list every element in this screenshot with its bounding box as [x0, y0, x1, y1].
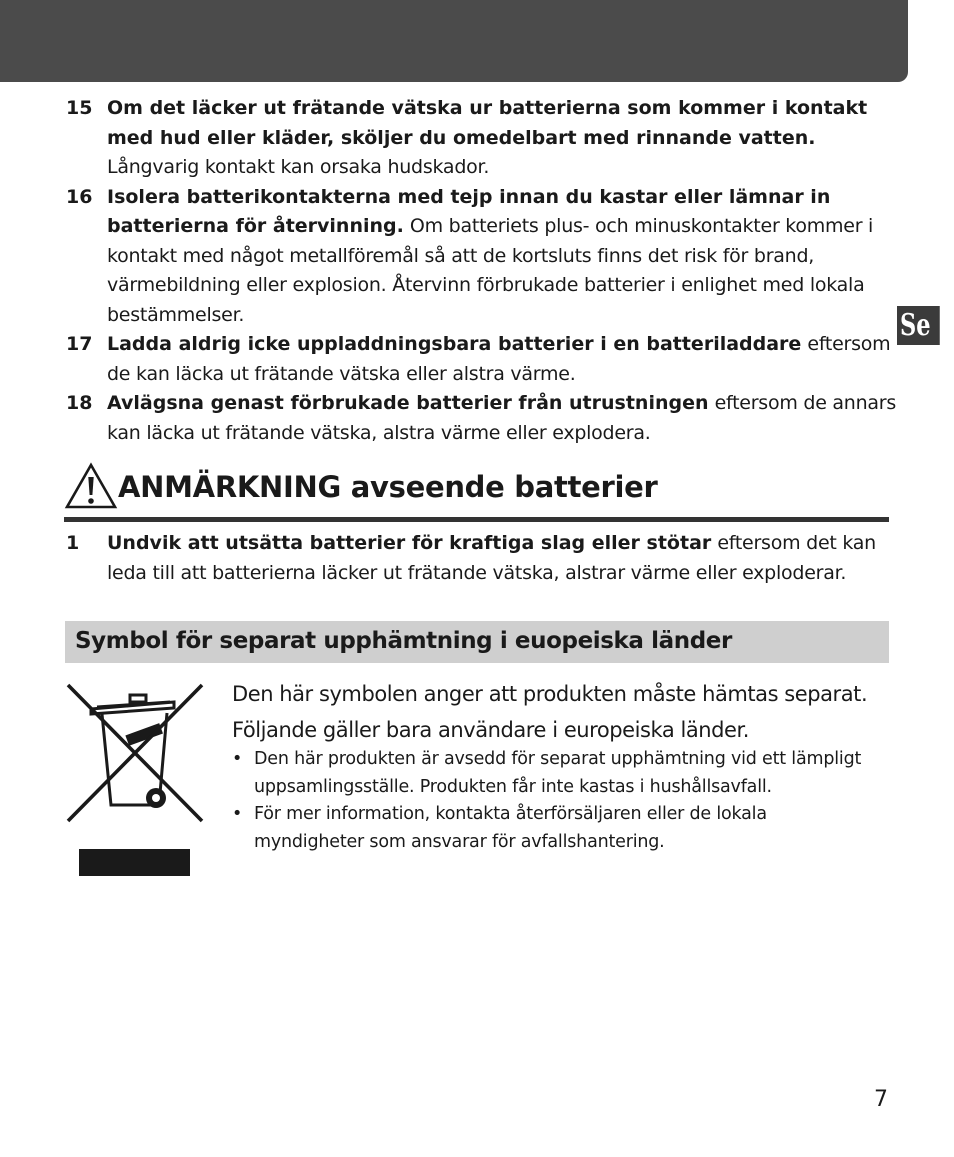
- language-tab: Se: [897, 306, 940, 345]
- precaution-list: [66, 94, 896, 448]
- warning-triangle-icon: [64, 462, 118, 510]
- section-title: Symbol för separat upphämtning i euopeiska länder: [75, 628, 732, 654]
- bullet-text: För mer information, kontakta återförsäljaren eller de lokala myndigheter som ansvarar för avfallshantering.: [254, 804, 767, 852]
- item-number: 16: [66, 185, 93, 208]
- item-text: eftersom det kan leda till att batterierna läcker ut frätande vätska, alstrar värme eller exploderar.: [107, 532, 876, 584]
- item-heading: Avlägsna genast förbrukade batterier från utrustningen: [107, 392, 709, 414]
- notice-heading: [64, 462, 889, 522]
- bullet-text: Den här produkten är avsedd för separat upphämtning vid ett lämpligt uppsamlingsställe. Produkten får inte kastas i hushållsavfall.: [254, 749, 862, 797]
- list-item: [66, 330, 896, 389]
- item-text: eftersom de annars kan läcka ut frätande vätska, alstra värme eller explodera.: [107, 392, 896, 444]
- list-item: [66, 389, 896, 448]
- page-number: 7: [874, 1087, 888, 1112]
- section-bullets: [232, 746, 882, 856]
- item-number: 17: [66, 333, 93, 355]
- item-text: eftersom de kan läcka ut frätande vätska eller alstra värme.: [107, 333, 891, 385]
- item-heading: Undvik att utsätta batterier för kraftiga slag eller stötar: [107, 532, 712, 554]
- list-item: [232, 801, 882, 856]
- header-bar: [0, 0, 908, 82]
- weee-bar: [79, 849, 190, 876]
- bullet-dot: •: [232, 749, 243, 769]
- item-heading: Isolera batterikontakterna med tejp innan du kastar eller lämnar in batterierna för återvinning.: [107, 185, 831, 237]
- crossed-out-wheelie-bin-icon: [64, 681, 208, 826]
- item-number: 18: [66, 392, 93, 414]
- item-heading: Ladda aldrig icke uppladdningsbara batterier i en batteriladdare: [107, 333, 802, 355]
- notice-title: ANMÄRKNING avseende batterier: [118, 470, 658, 504]
- section-heading: [65, 621, 889, 663]
- list-item: [66, 529, 896, 588]
- item-heading: Om det läcker ut frätande vätska ur batterierna som kommer i kontakt med hud eller kläder, sköljer du omedelbart med rinnande vatten.: [107, 97, 868, 149]
- section-intro: Den här symbolen anger att produkten måste hämtas separat. Följande gäller bara användare i europeiska länder.: [232, 682, 868, 742]
- notice-list: [66, 529, 896, 588]
- item-text: Om batteriets plus- och minuskontakter kommer i kontakt med något metallföremål så att de kortsluts finns det risk för brand, värmebildning eller explosion. Återvinn förbrukade batterier i enlighet med lokala bestämmelser.: [107, 215, 874, 326]
- list-item: [232, 746, 882, 801]
- item-number: 1: [66, 532, 80, 554]
- list-item: [66, 94, 896, 183]
- item-number: 15: [66, 97, 93, 119]
- list-item: [66, 183, 896, 331]
- bullet-dot: •: [232, 804, 243, 824]
- item-text: Långvarig kontakt kan orsaka hudskador.: [107, 156, 490, 178]
